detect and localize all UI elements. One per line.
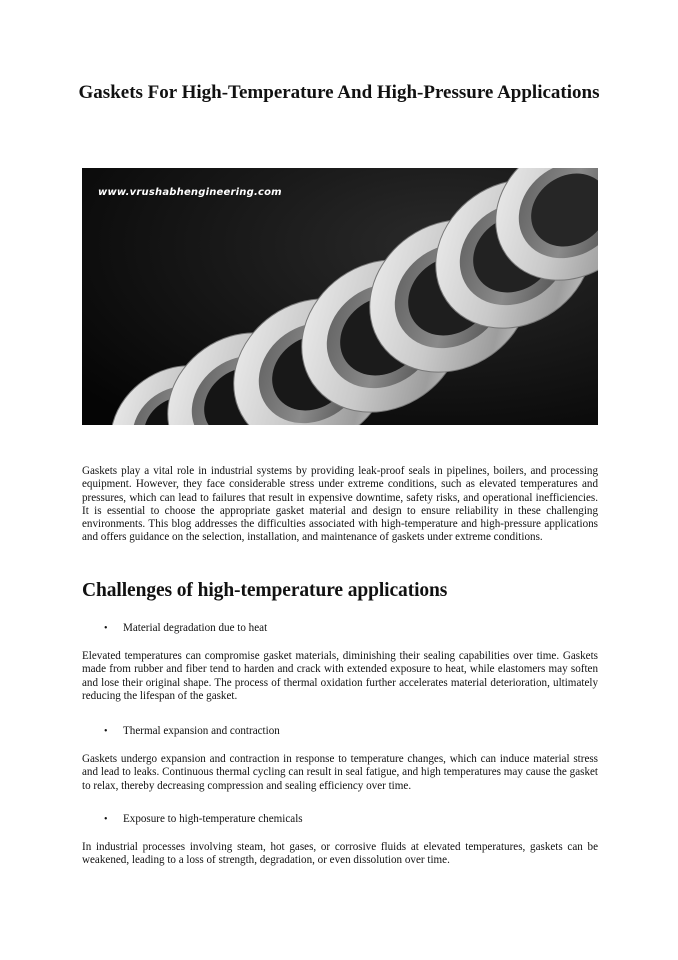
bullet-label: Material degradation due to heat bbox=[123, 622, 268, 634]
item-paragraph: Elevated temperatures can compromise gasket materials, diminishing their sealing capabilities over time. Gaskets made from rubber and fiber tend to harden and crack with extended exposure to heat, while elastomers may soften and lose their original shape. The process of thermal oxidation further accelerates material deterioration, ultimately reducing the lifespan of the gasket. bbox=[82, 650, 598, 702]
item-paragraph: Gaskets undergo expansion and contraction in response to temperature changes, which can induce material stress and lead to leaks. Continuous thermal cycling can result in seal fatigue, and high temperatures may cause the gasket to relax, thereby decreasing compression and sealing efficiency over time. bbox=[82, 753, 598, 792]
bullet-icon: • bbox=[104, 623, 108, 634]
page-title: Gaskets For High-Temperature And High-Pressure Applications bbox=[78, 82, 600, 103]
bullet-item bbox=[104, 724, 280, 739]
bullet-icon: • bbox=[104, 814, 108, 825]
gasket-photo bbox=[82, 168, 598, 425]
bullet-label: Thermal expansion and contraction bbox=[123, 725, 280, 737]
bullet-item bbox=[104, 621, 267, 636]
spiral-wound-gaskets-illustration bbox=[82, 168, 598, 425]
bullet-icon: • bbox=[104, 726, 108, 737]
bullet-label: Exposure to high-temperature chemicals bbox=[123, 813, 303, 825]
image-watermark: www.vrushabhengineering.com bbox=[98, 187, 282, 198]
section-heading: Challenges of high-temperature applications bbox=[82, 580, 448, 601]
bullet-item bbox=[104, 812, 303, 827]
item-paragraph: In industrial processes involving steam, hot gases, or corrosive fluids at elevated temperatures, gaskets can be weakened, leading to a loss of strength, degradation, or even dissolution over time. bbox=[82, 841, 598, 867]
intro-paragraph: Gaskets play a vital role in industrial systems by providing leak-proof seals in pipelines, boilers, and processing equipment. However, they face considerable stress under extreme conditions, such as elevated temperatures and pressures, which can lead to failures that result in expensive downtime, safety risks, and operational inefficiencies. It is essential to choose the appropriate gasket material and design to ensure reliability in these challenging environments. This blog addresses the difficulties associated with high-temperature and high-pressure applications and offers guidance on the selection, installation, and maintenance of gaskets under extreme conditions. bbox=[82, 465, 598, 544]
